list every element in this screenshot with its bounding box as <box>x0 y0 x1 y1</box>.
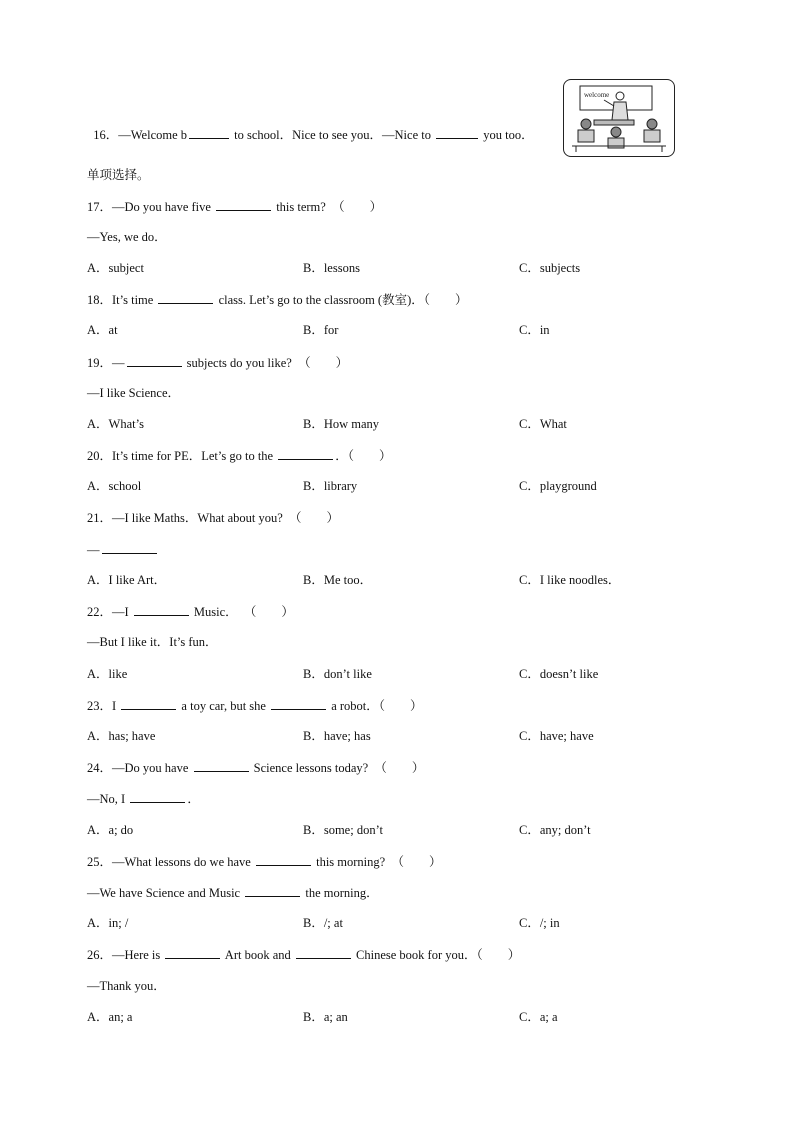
question-18-stem: 18．It’s time class. Let’s go to the classroom (教室)．（ ） <box>87 293 468 307</box>
option-a[interactable]: A．I like Art． <box>87 573 167 587</box>
board-word: welcome <box>584 91 610 99</box>
option-a[interactable]: A．What’s <box>87 417 144 431</box>
option-c[interactable]: C．/; in <box>519 916 560 930</box>
option-a[interactable]: A．at <box>87 323 118 337</box>
answer-blank[interactable] <box>158 291 213 304</box>
option-c[interactable]: C．in <box>519 323 550 337</box>
option-a[interactable]: A．an; a <box>87 1010 133 1024</box>
question-26-stem: 26．—Here is Art book and Chinese book for you．（ ） <box>87 948 521 962</box>
option-b[interactable]: B．have; has <box>303 729 371 743</box>
question-24-stem: 24．—Do you have Science lessons today? （ ） <box>87 761 425 775</box>
answer-blank[interactable] <box>130 790 185 803</box>
question-21-reply: — <box>87 541 159 558</box>
option-b[interactable]: B．don’t like <box>303 667 372 681</box>
question-19-reply: —I like Science． <box>87 386 181 400</box>
q16-text-2: to school．Nice to see you．—Nice to <box>231 128 435 142</box>
option-c[interactable]: C．have; have <box>519 729 594 743</box>
option-a[interactable]: A．like <box>87 667 128 681</box>
question-26-reply: —Thank you． <box>87 979 166 993</box>
option-b[interactable]: B．lessons <box>303 261 360 275</box>
question-20-stem: 20．It’s time for PE．Let’s go to the ．（ ） <box>87 449 392 463</box>
answer-blank[interactable] <box>436 126 478 139</box>
section-title: 单项选择。 <box>87 168 150 182</box>
answer-blank[interactable] <box>216 198 271 211</box>
answer-blank[interactable] <box>194 759 249 772</box>
question-23-stem: 23．I a toy car, but she a robot．（ ） <box>87 699 423 713</box>
answer-blank[interactable] <box>296 946 351 959</box>
answer-blank[interactable] <box>127 354 182 367</box>
answer-blank[interactable] <box>271 697 326 710</box>
option-a[interactable]: A．a; do <box>87 823 134 837</box>
option-c[interactable]: C．I like noodles． <box>519 573 621 587</box>
q16-text-3: you too． <box>480 128 534 142</box>
option-b[interactable]: B．library <box>303 479 358 493</box>
option-a[interactable]: A．school <box>87 479 142 493</box>
question-21-stem: 21．—I like Maths．What about you? （ ） <box>87 511 340 525</box>
answer-blank[interactable] <box>165 946 220 959</box>
question-24-reply: —No, I ． <box>87 792 200 806</box>
option-c[interactable]: C．doesn’t like <box>519 667 599 681</box>
option-a[interactable]: A．in; / <box>87 916 129 930</box>
question-22-reply: —But I like it．It’s fun． <box>87 635 218 649</box>
answer-blank[interactable] <box>278 447 333 460</box>
answer-blank[interactable] <box>134 603 189 616</box>
option-b[interactable]: B．a; an <box>303 1010 348 1024</box>
option-b[interactable]: B．Me too． <box>303 573 373 587</box>
answer-blank[interactable] <box>189 126 229 139</box>
option-b[interactable]: B．/; at <box>303 916 343 930</box>
question-17-stem: 17．—Do you have five this term? （ ） <box>87 200 383 214</box>
answer-blank[interactable] <box>245 884 300 897</box>
answer-blank[interactable] <box>121 697 176 710</box>
question-16 <box>87 110 534 143</box>
answer-blank[interactable] <box>256 853 311 866</box>
option-b[interactable]: B．How many <box>303 417 380 431</box>
option-c[interactable]: C．What <box>519 417 567 431</box>
question-19-stem: 19．— subjects do you like? （ ） <box>87 356 349 370</box>
option-b[interactable]: B．some; don’t <box>303 823 383 837</box>
option-c[interactable]: C．any; don’t <box>519 823 591 837</box>
option-c[interactable]: C．a; a <box>519 1010 558 1024</box>
option-a[interactable]: A．has; have <box>87 729 156 743</box>
option-b[interactable]: B．for <box>303 323 339 337</box>
q16-text-1: 16．—Welcome b <box>93 128 188 142</box>
answer-blank[interactable] <box>102 541 157 554</box>
option-a[interactable]: A．subject <box>87 261 144 275</box>
option-c[interactable]: C．subjects <box>519 261 581 275</box>
classroom-illustration <box>563 79 675 157</box>
question-25-stem: 25．—What lessons do we have this morning? （ ） <box>87 855 442 869</box>
question-25-reply: —We have Science and Music the morning． <box>87 886 379 900</box>
question-17-reply: —Yes, we do． <box>87 230 167 244</box>
option-c[interactable]: C．playground <box>519 479 597 493</box>
question-22-stem: 22．—I Music． （ ） <box>87 605 294 619</box>
